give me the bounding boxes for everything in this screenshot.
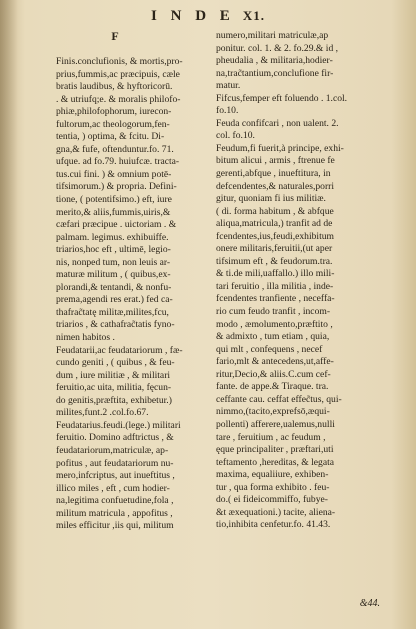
text-line: . & utriufq;e. & moralis philofo- [56, 93, 181, 105]
text-line: merito,& aliis,fummis,uiris,& [56, 206, 171, 218]
text-line: phiæ,philofophorum, iurecon- [56, 106, 172, 118]
running-head [0, 8, 416, 25]
section-letter: F [111, 29, 119, 43]
text-line: tifsimum eft , & feudorum.tra. [216, 255, 333, 267]
text-line: pheudalia , & militaria,hodier- [216, 55, 333, 67]
text-line: tifsimorum.) & propria. Defini- [56, 181, 177, 193]
text-line: fario,mlt & antecedens,ut,affe- [216, 356, 334, 368]
text-line: mero,infcriptus, aut inueftitus , [56, 470, 175, 482]
text-line: defcendentes,& naturales,porri [216, 180, 335, 192]
text-line: tione, ( potentifsimo.) eft, iure [56, 194, 172, 206]
text-line: do.( ei fideicommiffo, fubye- [216, 494, 328, 506]
text-line: thafrac̃tatę militæ,milites,fcu, [56, 306, 169, 318]
text-line: fo.10. [216, 105, 239, 117]
text-line: bratis laudibus, & hyftoricorū. [56, 81, 173, 93]
text-line: Finis.conclufionis, & mortis,pro- [56, 56, 183, 67]
text-line: nis, nonped tum, non leuis ar- [56, 256, 171, 268]
catchword: &44. [359, 598, 380, 609]
text-line: maxima, equaliiure, exhiben- [216, 469, 329, 481]
text-line: &t æxequationi.) tacite, aliena- [216, 506, 336, 518]
text-line: fcendentes,ius,feudi,exhibitum [216, 230, 335, 242]
text-line: prius,fummis,ac præcipuis, cæle [56, 68, 180, 80]
right-column [216, 30, 392, 532]
text-line: feudatariorum,matriculæ, ap- [56, 444, 169, 456]
text-line: gitur, quoniam fi ius militiæ. [216, 193, 326, 205]
text-line: tio,inhibita cenfetur.fo. 41.43. [216, 519, 331, 531]
text-line: na,trac̃tantium,conclufione fir- [216, 67, 334, 79]
text-line: cundo geniti , ( quibus , & feu- [56, 357, 175, 369]
text-line: bitum alicui , armis , ftrenue fe [216, 155, 335, 167]
text-line: aliqua,matricula,) tranfit ad de [216, 218, 333, 230]
running-head-folio: X1. [242, 8, 265, 23]
text-line: nimmo,(tacito,exprefsō,æqui- [216, 406, 330, 418]
text-line: palmam. legimus. exhibuiffe. [56, 231, 169, 243]
text-line: pollenti) afferere,ualemus,nulli [216, 418, 335, 430]
text-line: tus.cui fini. ) & omnium potē- [56, 168, 172, 180]
text-line: ponitur. col. 1. & 2. fo.29.& id , [216, 42, 339, 54]
text-line: illico miles , eft , cum hodier- [56, 482, 170, 494]
text-line: numero,militari matriculæ,ap [216, 30, 329, 41]
text-line: cæfari præcipue . uictoriam . & [56, 219, 177, 231]
text-line: gna,& fufe, oftenduntur.fo. 71. [56, 143, 174, 155]
text-line: matur. [216, 80, 241, 92]
text-line: ritur,Decio,& aliis.C.cum cef- [216, 368, 331, 380]
text-line: tare , feruitium , ac feudum , [216, 431, 326, 443]
text-line: Fifcus,femper eft foluendo . 1.col. [216, 92, 348, 104]
text-line: na,legitima confuetudine,fola , [56, 495, 174, 507]
text-line: rio cum feudo tranfit , incom- [216, 306, 331, 318]
text-line: militum matricula , appofitus , [56, 507, 173, 519]
text-line: ufque. ad fo.79. huiufcæ. tracta- [56, 156, 180, 168]
text-line: nimen habitos . [56, 332, 115, 344]
text-line: & ti.de mili,uaffallo.) illo mili- [216, 268, 335, 280]
text-line: col. fo.10. [216, 130, 255, 142]
text-line: fante. de appe.& Tiraque. tra. [216, 381, 329, 393]
text-line: & admixto , tum etiam , quia, [216, 331, 330, 343]
text-line: tentia, ) optima, & fcitu. Di- [56, 131, 165, 143]
text-line: Feuda confifcari , non ualent. 2. [216, 117, 339, 129]
left-column [56, 30, 214, 533]
text-line: teftamento ,hereditas, & legata [216, 456, 335, 468]
running-head-title: I N D E [151, 8, 235, 24]
text-line: ( di. forma habitum , & abfque [216, 205, 334, 217]
text-line: qui mlt , confequens , necef [216, 343, 323, 355]
text-line: tur , qua forma exhibito . feu- [216, 481, 330, 493]
text-line: fultorum,ac theologorum,fen- [56, 118, 170, 130]
text-line: plorandi,& tentandi, & nonfu- [56, 281, 172, 293]
text-line: dum , iure militiæ , & militari [56, 369, 171, 381]
text-line: milites,funt.2 .col.fo.67. [56, 407, 149, 419]
text-line: fcendentes tranfiente , neceffa- [216, 293, 335, 305]
text-line: feruitio,ac uita, militia, fęcun- [56, 382, 172, 394]
text-line: miles efficitur ,iis qui, militum [56, 520, 174, 532]
text-line: pofitus , aut feudatariorum nu- [56, 457, 174, 469]
text-line: modo , æmolumento,præftito , [216, 318, 333, 330]
text-line: triarios , & cathafrac̃tatis fyno- [56, 319, 175, 331]
text-line: ęque principaliter , præftari,uti [216, 444, 334, 456]
text-line: prema,agendi res erat.) fed ca- [56, 294, 173, 306]
text-line: Feudatarius.feudi.(lege.) militari [56, 419, 181, 431]
text-line: feruitio. Domino adftrictus , & [56, 432, 174, 444]
text-line: ceffante cau. ceffat effec̃tus, qui- [216, 393, 342, 405]
text-line: Feudatarii,ac feudatariorum , fæ- [56, 344, 183, 356]
text-line: Feudum,fi fuerit,à principe, exhi- [216, 142, 344, 154]
text-line: triarios,hoc eft , ultimē, legio- [56, 244, 171, 256]
text-line: tari feruitio , illa militia , inde- [216, 280, 334, 292]
text-line: gerenti,abfque , inueftitura, in [216, 168, 331, 180]
text-line: maturæ militum , ( quibus,ex- [56, 269, 171, 281]
text-line: do genitis,præftita, exhibetur.) [56, 394, 172, 406]
text-line: onere militaris,feruitii,(ut aper [216, 243, 333, 255]
binding-shadow [0, 0, 18, 629]
